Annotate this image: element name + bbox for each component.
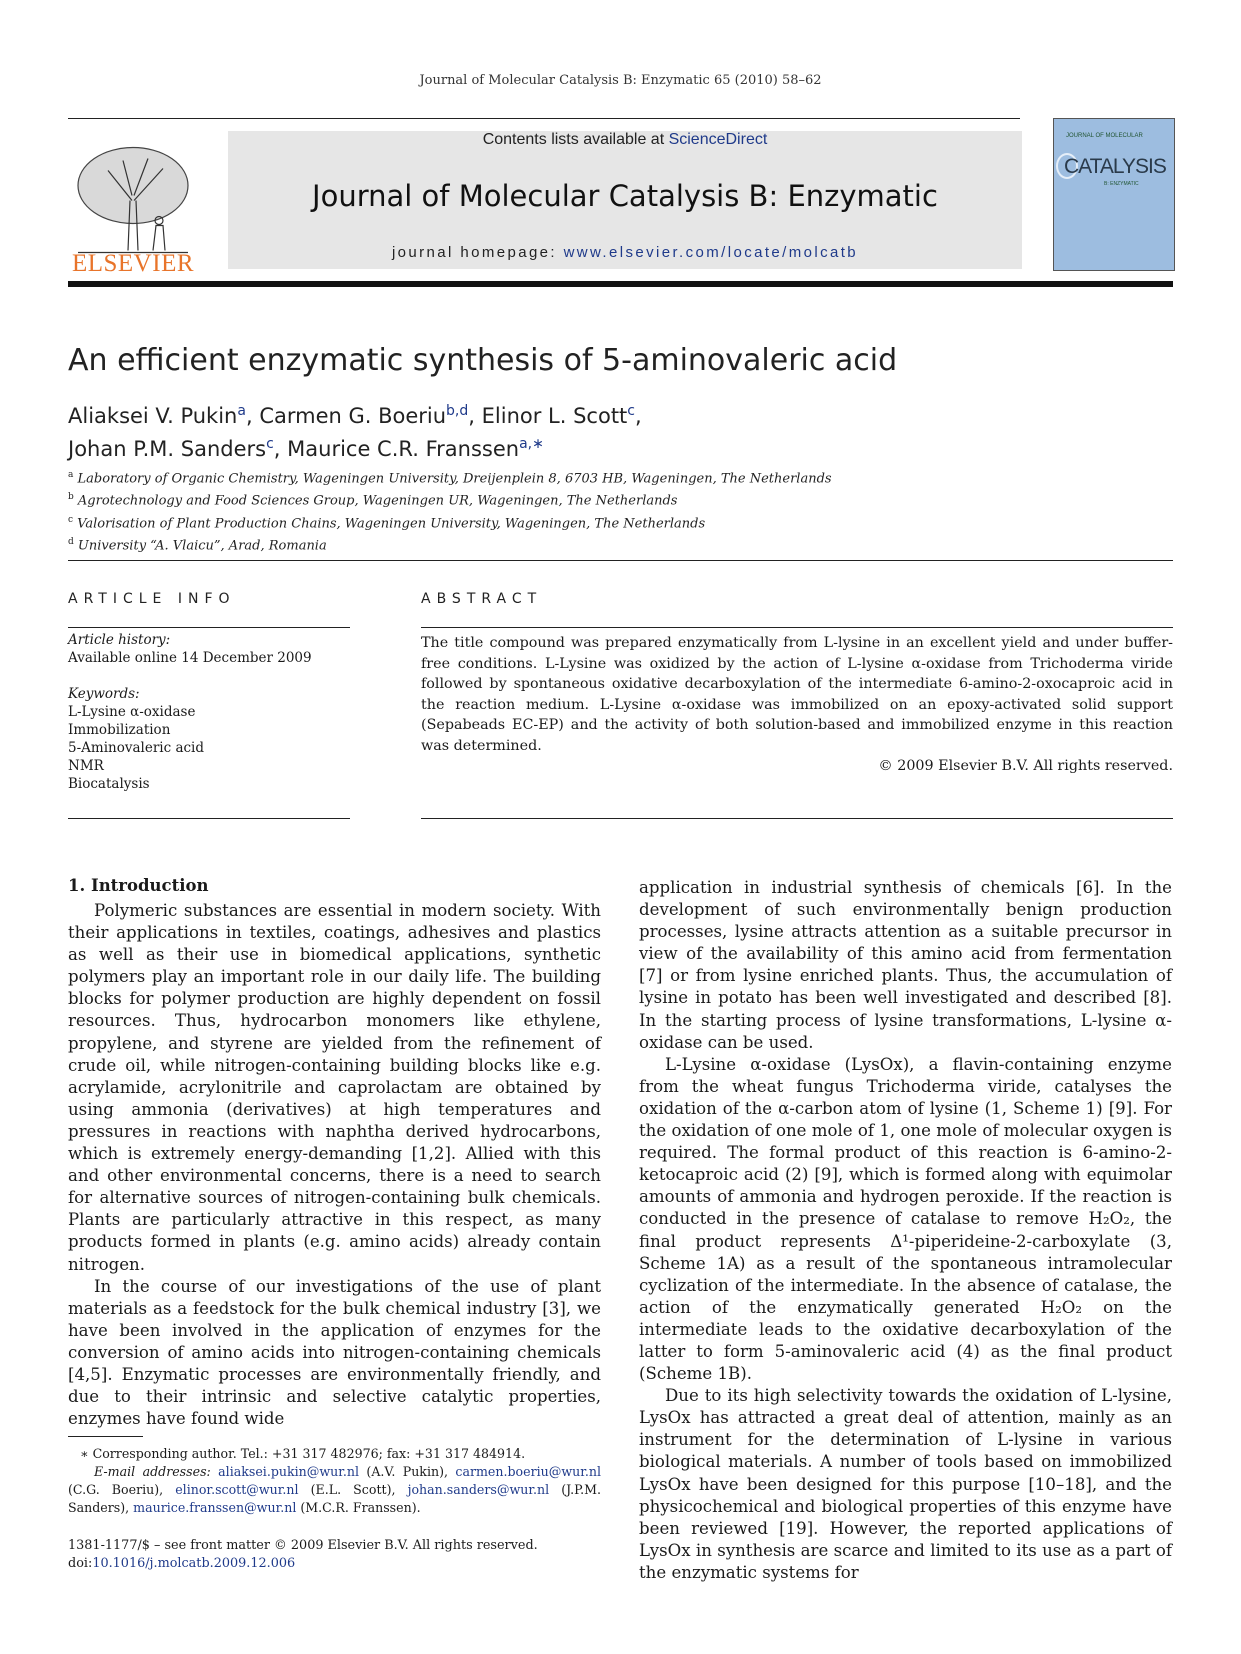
author-separator: , [468,404,482,428]
footnote-rule [68,1436,143,1437]
affiliation-mark: d [68,536,74,547]
author-affiliation-mark[interactable]: b,d [446,403,469,419]
cover-title: CATALYSIS [1064,155,1166,178]
header-rule [68,118,1020,119]
affiliation-mark: c [68,514,74,525]
keywords-label: Keywords: [68,686,140,702]
homepage-prefix: journal homepage: [391,244,564,261]
footnote [68,1445,601,1517]
abstract-top-rule [421,627,1173,628]
author-separator: , [245,404,260,428]
affiliation-mark: a [68,470,74,480]
email-link[interactable]: johan.sanders@wur.nl [407,1482,550,1497]
journal-homepage [228,244,1022,261]
doi-link[interactable]: 10.1016/j.molcatb.2009.12.006 [92,1556,296,1571]
journal-cover-thumbnail[interactable] [1053,118,1175,271]
paragraph: application in industrial synthesis of chemicals [6]. In the development of such environmentally benign production processes, lysine attracts attention as a suitable precursor in view of the availability of this amino acid from fermentation [7] or from lysine enriched plants. Thus, the accumulation of lysine in potato has been well investigated and described [8]. In the starting process of lysine transformations, L-lysine α-oxidase can be used. [639,878,1172,1052]
email-owner: (C.G. Boeriu), [68,1482,176,1497]
paragraph: L-Lysine α-oxidase (LysOx), a flavin-containing enzyme from the wheat fungus Trichoderma viride, catalyses the oxidation of the α-carbon atom of lysine (1, Scheme 1) [9]. For the oxidation of one mole of 1, one mole of molecular oxygen is required. The formal product of this reaction is 6-amino-2-ketocaproic acid (2) [9], which is formed along with equimolar amounts of ammonia and hydrogen peroxide. If the reaction is conducted in the presence of catalase to remove H₂O₂, the final product represents Δ¹-piperideine-2-carboxylate (3, Scheme 1A) as a result of the spontaneous intramolecular cyclization of the intermediate. In the absence of catalase, the action of the enzymatically generated H₂O₂ on the intermediate leads to the oxidative decarboxylation of the latter to form 5-aminovaleric acid (4) as the final product (Scheme 1B). [639,1054,1172,1384]
author-line-1 [68,397,642,430]
email-owner: (A.V. Pukin), [359,1464,456,1479]
affiliation [68,488,832,510]
keyword: Biocatalysis [68,776,150,792]
sciencedirect-link[interactable]: ScienceDirect [668,131,768,148]
email-link[interactable]: carmen.boeriu@wur.nl [455,1464,601,1479]
author-affiliation-mark[interactable]: c [266,436,274,452]
journal-reference: Journal of Molecular Catalysis B: Enzymatic 65 (2010) 58–62 [419,73,822,88]
journal-banner [228,131,1022,269]
body-column-left [68,900,601,1430]
cover-small-text: JOURNAL OF MOLECULAR [1066,133,1143,139]
abstract-heading: ABSTRACT [421,591,543,607]
journal-title: Journal of Molecular Catalysis B: Enzymatic [312,179,938,213]
article-title: An efficient enzymatic synthesis of 5-aminovaleric acid [68,343,898,378]
email-addresses [68,1463,601,1517]
keyword-list [68,703,350,793]
history-value: Available online 14 December 2009 [68,650,312,666]
author-line-2 [68,430,642,463]
affiliation-text: University “A. Vlaicu”, Arad, Romania [73,538,327,554]
author-affiliation-mark[interactable]: a,∗ [519,436,544,452]
body-column-right [639,877,1172,1584]
cover-subtitle: B: ENZYMATIC [1104,181,1139,187]
email-owner: (J.P.M. Sanders), [68,1482,602,1515]
author-name: Carmen G. Boeriu [259,404,447,428]
author-name: Aliaksei V. Pukin [68,404,238,428]
author-separator: , [635,404,642,428]
affiliation [68,533,832,555]
email-owner: (E.L. Scott), [298,1482,408,1497]
issn-line: 1381-1177/$ – see front matter © 2009 Elsevier B.V. All rights reserved. [68,1538,538,1553]
affiliation-text: Laboratory of Organic Chemistry, Wageningen University, Dreijenplein 8, 6703 HB, Wageningen, The Netherlands [73,471,832,487]
affiliation [68,511,832,533]
email-link[interactable]: elinor.scott@wur.nl [175,1482,299,1497]
doi-line [68,1555,538,1573]
header-thick-rule [68,281,1173,287]
affiliation-text: Valorisation of Plant Production Chains, Wageningen University, Wageningen, The Netherlands [73,515,706,531]
email-owner: (M.C.R. Franssen). [296,1500,421,1515]
paragraph: In the course of our investigations of the use of plant materials as a feedstock for the bulk chemical industry [3], we have been involved in the application of enzymes for the conversion of amino acids into nitrogen-containing chemicals [4,5]. Enzymatic processes are environmentally friendly, and due to their intrinsic and selective catalytic properties, enzymes have found wide [68,1276,601,1429]
article-info-heading: ARTICLE INFO [68,591,236,607]
contents-prefix: Contents lists available at [482,131,669,148]
keyword: Immobilization [68,722,171,738]
affiliation-list [68,466,832,555]
publisher-wordmark: ELSEVIER [71,250,195,277]
abstract-text: The title compound was prepared enzymatically from L-lysine in an excellent yield and under buffer-free conditions. L-Lysine was oxidized by the action of L-lysine α-oxidase from Trichoderma viride followed by spontaneous oxidative decarboxylation of the intermediate 6-amino-2-oxocaproic acid in the reaction medium. L-Lysine α-oxidase was immobilized on an epoxy-activated solid support (Sepabeads EC-EP) and the activity of both solution-based and immobilized enzyme in this reaction was determined. [421,635,1173,754]
author-affiliation-mark[interactable]: c [627,403,635,419]
author-separator: , [273,437,288,461]
info-bottom-rule [68,818,350,819]
paragraph: Polymeric substances are essential in modern society. With their applications in textiles, coatings, adhesives and plastics as well as their use in biomedical applications, synthetic polymers play an important role in our daily life. The building blocks for polymer production are highly dependent on fossil resources. Thus, hydrocarbon monomers like ethylene, propylene, and styrene are yielded from the refinement of crude oil, while nitrogen-containing building blocks like e.g. acrylamide, acrylonitrile and caprolactam are obtained by using ammonia (derivatives) at high temperatures and pressures in reactions with naphtha derived hydrocarbons, which is extremely energy-demanding [1,2]. Allied with this and other environmental concerns, there is a need to search for alternative sources of nitrogen-containing bulk chemicals. Plants are particularly attractive in this respect, as many products formed in plants (e.g. amino acids) already contain nitrogen. [68,901,601,1274]
affiliation-text: Agrotechnology and Food Sciences Group, Wageningen UR, Wageningen, The Netherlands [73,493,678,509]
affiliation-mark: b [68,492,74,503]
author-list [68,397,642,463]
email-label: E-mail addresses: [94,1464,219,1479]
keyword: 5-Aminovaleric acid [68,740,205,756]
abstract-bottom-rule [421,818,1173,819]
author-affiliation-mark[interactable]: a [237,403,246,419]
history-label: Article history: [68,632,171,648]
front-matter [68,1537,538,1573]
abstract-copyright: © 2009 Elsevier B.V. All rights reserved. [878,758,1173,774]
info-top-rule [68,627,350,628]
section-heading-introduction: 1. Introduction [68,876,209,895]
paragraph: Due to its high selectivity towards the oxidation of L-lysine, LysOx has attracted a great deal of attention, mainly as an instrument for the determination of L-lysine in various biological materials. A number of tools based on immobilized LysOx have been designed for this purpose [10–18], and the physicochemical and biological properties of this enzyme have been reviewed [19]. However, the reported applications of LysOx in synthesis are scarce and limited to its use as a part of the enzymatic systems for [639,1386,1172,1582]
keyword: L-Lysine α-oxidase [68,704,196,720]
email-link[interactable]: maurice.franssen@wur.nl [133,1500,297,1515]
article-info [68,631,350,793]
affiliation [68,466,832,488]
homepage-link[interactable]: www.elsevier.com/locate/molcatb [563,244,859,261]
author-name: Maurice C.R. Franssen [287,437,520,461]
doi-prefix: doi: [68,1556,93,1571]
keyword: NMR [68,758,104,774]
corresponding-author: ∗ Corresponding author. Tel.: +31 317 482976; fax: +31 317 484914. [80,1446,526,1461]
author-name: Johan P.M. Sanders [68,437,267,461]
author-name: Elinor L. Scott [481,404,628,428]
section-rule [68,560,1173,561]
abstract [421,633,1173,777]
contents-line [228,131,1022,149]
email-link[interactable]: aliaksei.pukin@wur.nl [218,1464,360,1479]
